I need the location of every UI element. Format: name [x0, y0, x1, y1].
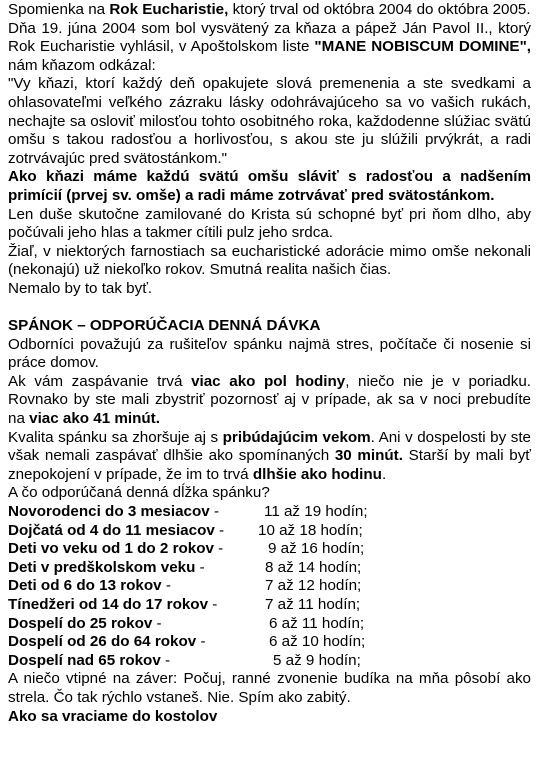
dash: -: [213, 540, 224, 558]
paragraph-eucharist-year: [8, 1, 531, 20]
age-group-label: [8, 633, 206, 652]
papal-quote: "Vy kňazi, ktorí každý deň opakujete slová premenenia a ste svedkami a ohlasovateľmi veľkého zázraku lásky odohrávajúceho sa vo vašich rukách, nechajte sa osloviť milosťou tohto osobitného roka, každodenne slúžiac svätú omšu s takou radosťou a horlivosťou, s akou ste ju slúžili prvýkrát, a radi zotrvávajúc pred svätostánkom.": [8, 75, 531, 167]
sleep-hours: 7 až 12 hodín;: [265, 577, 362, 595]
final-heading: Ako sa vraciame do kostolov: [8, 707, 218, 725]
sleep-intro: Odborníci považujú za rušiteľov spánku najmä stres, počítače či nosenie si práce domov.: [8, 335, 531, 372]
age-group-name: Deti vo veku od 1 do 2 rokov: [8, 540, 214, 558]
text-span: .: [381, 465, 387, 483]
sleep-row: [8, 540, 531, 559]
sleep-row: [8, 522, 531, 541]
paragraph-ordination: [8, 20, 531, 76]
age-group-name: Dojčatá od 4 do 11 mesiacov: [8, 521, 215, 539]
paragraph-adoration: Žiaľ, v niektorých farnostiach sa eucharistické adorácie mimo omše nekonali (nekonajú) už niekoľko rokov. Smutná realita našich čias.: [8, 242, 531, 279]
age-group-name: Deti od 6 do 13 rokov: [8, 577, 162, 595]
text-span: Starší by mali byť znepokojení v prípade, že im to trvá: [8, 447, 531, 483]
paragraph-conclusion: Nemalo by to tak byť.: [8, 279, 153, 297]
bold-span: 30 minút.: [334, 447, 403, 465]
bold-span: dlhšie ako hodinu: [252, 465, 382, 483]
sleep-hours: 5 až 9 hodín;: [273, 651, 361, 669]
age-group-label: [8, 615, 162, 634]
sleep-row: [8, 503, 531, 522]
age-group-label: [8, 503, 219, 522]
sleep-hours: 6 až 11 hodín;: [269, 614, 365, 632]
age-group-label: [8, 540, 223, 559]
text-span: Kvalita spánku sa zhoršuje aj s: [8, 428, 223, 446]
bold-span: pribúdajúcim vekom: [222, 428, 371, 446]
sleep-hours: 8 až 14 hodín;: [265, 558, 362, 576]
sleep-heading: SPÁNOK – ODPORÚČACIA DENNÁ DÁVKA: [8, 317, 321, 335]
age-group-label: [8, 559, 205, 578]
age-group-name: Deti v predškolskom veku: [8, 558, 196, 576]
sleep-question: A čo odporúčaná denná dĺžka spánku?: [8, 484, 270, 502]
sleep-row: [8, 559, 531, 578]
dash: -: [195, 558, 205, 576]
age-group-label: [8, 522, 224, 541]
age-group-name: Novorodenci do 3 mesiacov: [8, 503, 210, 521]
text-span: Spomienka na: [8, 1, 110, 18]
bold-statement: Ako kňazi máme každú svätú omšu sláviť s radosťou a nadšením primícií (prvej sv. omše) a radi máme zotrvávať pred svätostánkom.: [8, 168, 531, 204]
paragraph-souls: Len duše skutočne zamilované do Krista sú schopné byť pri ňom dlho, aby počúvali jeho hlas a takmer cítili pulz jeho srdca.: [8, 205, 531, 242]
age-group-label: [8, 596, 217, 615]
sleep-row: [8, 577, 531, 596]
bold-span: viac ako 41 minút.: [29, 410, 160, 428]
age-group-label: [8, 652, 170, 671]
dash: -: [214, 521, 225, 539]
sleep-row: [8, 633, 531, 652]
age-group-name: Tínedžeri od 14 do 17 rokov: [8, 596, 209, 613]
closing-joke: A niečo vtipné na záver: Počuj, ranné zvonenie budíka na mňa pôsobí ako strela. Čo tak rýchlo vstaneš. Nie. Spím ako zabitý.: [8, 670, 531, 706]
age-group-label: [8, 577, 171, 596]
dash: -: [208, 596, 218, 613]
bold-span: viac ako pol hodiny: [191, 372, 346, 390]
dash: -: [209, 503, 219, 521]
text-span: Dňa 19. júna 2004 som bol vysvätený za kňaza a pápež Ján Pavol II., ktorý Rok Eucharistie vyhlásil, v Apoštolskom liste: [8, 19, 531, 56]
sleep-row: [8, 615, 531, 634]
spacer: [8, 299, 531, 318]
sleep-hours: 10 až 18 hodín;: [258, 521, 363, 539]
sleep-hours: 11 až 19 hodín;: [264, 503, 368, 521]
text-span: . Ani v dospelosti by ste však nemali zaspávať dlhšie ako spomínaných: [8, 428, 531, 465]
sleep-duration-list: [8, 503, 531, 670]
text-span: , niečo nie je v poriadku. Rovnako by ste mali zbystriť pozornosť aj v prípade, ak sa v noci prebudíte na: [8, 372, 531, 428]
bold-span: Rok Eucharistie,: [109, 1, 229, 18]
sleep-row: [8, 596, 531, 615]
sleep-row: [8, 652, 531, 671]
letter-title: "MANE NOBISCUM DOMINE",: [314, 38, 531, 56]
document-content: [8, 0, 531, 726]
age-group-name: Dospelí do 25 rokov: [8, 614, 153, 632]
dash: -: [161, 577, 171, 595]
dash: -: [196, 633, 206, 651]
text-span: Ak vám zaspávanie trvá: [8, 372, 192, 390]
text-span: ktorý trval od októbra 2004 do októbra 2005.: [228, 1, 531, 18]
sleep-hours: 6 až 10 hodín;: [269, 633, 366, 651]
sleep-hours: 7 až 11 hodín;: [265, 596, 361, 613]
dash: -: [160, 651, 171, 669]
sleep-hours: 9 až 16 hodín;: [268, 540, 365, 558]
sleep-paragraph-falling-asleep: [8, 373, 531, 429]
age-group-name: Dospelí od 26 do 64 rokov: [8, 633, 197, 651]
age-group-name: Dospelí nad 65 rokov: [8, 651, 161, 669]
dash: -: [152, 614, 162, 632]
text-span: nám kňazom odkázal:: [8, 56, 156, 74]
sleep-paragraph-age: [8, 429, 531, 485]
